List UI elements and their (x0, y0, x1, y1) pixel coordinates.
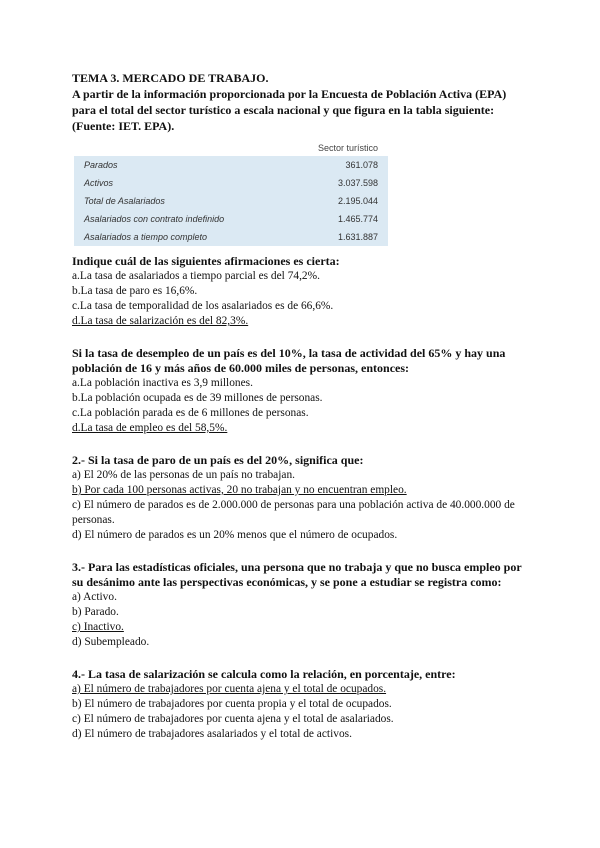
answer-option: a) Activo. (72, 591, 117, 603)
answer-option-correct: c) Inactivo. (72, 621, 124, 633)
answer-option-correct: d.La tasa de empleo es del 58,5%. (72, 422, 228, 434)
table-row-label: Asalariados a tiempo completo (84, 232, 208, 242)
question-text: Indique cuál de las siguientes afirmaciones es cierta: (72, 254, 340, 268)
table-row (74, 192, 388, 210)
question-text: 3.- Para las estadísticas oficiales, una persona que no trabaja y que no busca empleo por su desánimo ante las perspectivas económicas, y se pone a estudiar se registra como: (72, 560, 522, 589)
answer-option: a.La población inactiva es 3,9 millones. (72, 377, 253, 389)
answer-option: d) El número de parados es un 20% menos que el número de ocupados. (72, 529, 398, 541)
answer-option: c.La población parada es de 6 millones de personas. (72, 407, 309, 419)
table-row (74, 156, 388, 174)
document-content (72, 70, 532, 742)
table-row-label: Parados (84, 160, 118, 170)
table-row-label: Activos (84, 178, 114, 188)
question-text: Si la tasa de desempleo de un país es del 10%, la tasa de actividad del 65% y hay una población de 16 y más años de 60.000 miles de personas, entonces: (72, 346, 506, 375)
table-row (74, 174, 388, 192)
answer-option-correct: b) Por cada 100 personas activas, 20 no trabajan y no encuentran empleo. (72, 484, 407, 496)
table-row (74, 228, 388, 246)
question-block (72, 667, 532, 742)
table-row-value: 1.465.774 (337, 214, 378, 224)
table-row-value: 2.195.044 (337, 196, 378, 206)
answer-option: a) El 20% de las personas de un país no trabajan. (72, 469, 295, 481)
questions-list (72, 254, 532, 742)
answer-option: a.La tasa de asalariados a tiempo parcial es del 74,2%. (72, 270, 320, 282)
answer-option: c) El número de trabajadores por cuenta ajena y el total de asalariados. (72, 713, 394, 725)
answer-option: b) El número de trabajadores por cuenta propia y el total de ocupados. (72, 698, 392, 710)
data-table (74, 140, 388, 246)
question-block (72, 560, 532, 650)
answer-option: c) El número de parados es de 2.000.000 de personas para una población activa de 40.000.000 de personas. (72, 499, 515, 526)
table-row-label: Asalariados con contrato indefinido (84, 214, 225, 224)
question-text: 2.- Si la tasa de paro de un país es del 20%, significa que: (72, 453, 364, 467)
table-row-value: 1.631.887 (337, 232, 378, 242)
answer-option: c.La tasa de temporalidad de los asalariados es de 66,6%. (72, 300, 334, 312)
table-row-label: Total de Asalariados (84, 196, 165, 206)
question-block (72, 254, 532, 329)
question-block (72, 453, 532, 543)
table-column-header: Sector turístico (317, 143, 378, 153)
answer-option: d) Subempleado. (72, 636, 150, 648)
answer-option-correct: a) El número de trabajadores por cuenta ajena y el total de ocupados. (72, 683, 387, 695)
table-row (74, 210, 388, 228)
answer-option: d) El número de trabajadores asalariados y el total de activos. (72, 728, 352, 740)
answer-option: b.La población ocupada es de 39 millones de personas. (72, 392, 323, 404)
answer-option-correct: d.La tasa de salarización es del 82,3%. (72, 315, 249, 327)
question-block (72, 346, 532, 436)
question-text: 4.- La tasa de salarización se calcula como la relación, en porcentaje, entre: (72, 667, 456, 681)
document-title: TEMA 3. MERCADO DE TRABAJO. (72, 71, 269, 85)
answer-option: b.La tasa de paro es 16,6%. (72, 285, 198, 297)
answer-option: b) Parado. (72, 606, 119, 618)
intro-paragraph: A partir de la información proporcionada por la Encuesta de Población Activa (EPA) para el total del sector turístico a escala nacional y que figura en la tabla siguiente: (Fuente: IET. EPA). (72, 87, 507, 133)
table-row-value: 361.078 (345, 160, 378, 170)
table-row-value: 3.037.598 (337, 178, 378, 188)
